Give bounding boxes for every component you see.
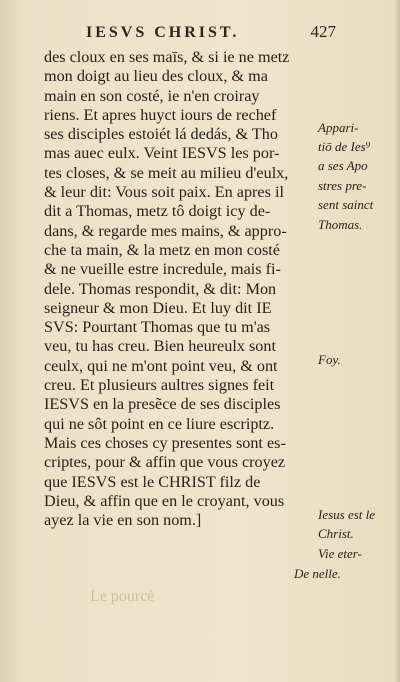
text-line: creu. Et plusieurs aultres signes feit (44, 376, 275, 395)
text-line: ayez la vie en son nom.] (44, 511, 202, 530)
text-line: ceulx, qui ne m'ont point veu, & ont (44, 356, 278, 375)
margin-note: Christ. (318, 526, 354, 541)
margin-note: Iesus est le (318, 507, 376, 522)
text-line: veu, tu has creu. Bien heureulx sont (44, 337, 276, 356)
text-line: che ta main, & la metz en mon costé (44, 240, 280, 259)
bleed-through-text: Le pourcè (90, 588, 155, 605)
text-line: dit a Thomas, metz tô doigt icy de- (44, 202, 271, 221)
running-head: IESVS CHRIST. (86, 24, 240, 41)
text-line: SVS: Pourtant Thomas que tu m'as (44, 318, 271, 337)
text-line: que IESVS est le CHRIST filz de (44, 472, 261, 491)
margin-note: sent sainct (318, 197, 374, 212)
margin-note: Thomas. (318, 217, 363, 232)
page-number: 427 (310, 22, 336, 41)
text-line: riens. Et apres huyct iours de rechef (44, 105, 277, 124)
text-line: Mais ces choses cy presentes sont es- (44, 433, 286, 452)
page-edge-shadow (394, 0, 400, 682)
text-line: ses disciples estoiét lá dedás, & Tho (44, 125, 278, 144)
text-line: seigneur & mon Dieu. Et luy dit IE (44, 298, 272, 317)
margin-note: Foy. (318, 352, 341, 367)
text-line: IESVS en la presẽce de ses disciples (44, 395, 281, 414)
margin-note: Appari- (318, 120, 359, 135)
main-text-block (44, 48, 329, 530)
text-line: & ne vueille estre incredule, mais fi- (44, 260, 281, 279)
margin-note: Vie eter- (318, 546, 362, 561)
text-line: mas auec eulx. Veint IESVS les por- (44, 144, 280, 163)
text-line: tes closes, & se meit au milieu d'eulx, (44, 163, 289, 182)
text-line: dele. Thomas respondit, & dit: Mon (44, 279, 277, 298)
text-line: des cloux en ses maīs, & si ie ne metz (44, 48, 290, 66)
text-line: qui ne sôt point en ce liure escriptz. (44, 414, 275, 433)
margin-note: tiō de Ies⁹ (318, 139, 371, 154)
margin-note: a ses Apo (318, 158, 368, 173)
text-line: dans, & regarde mes mains, & appro- (44, 221, 287, 240)
margin-note: stres pre- (318, 178, 367, 193)
text-line: criptes, pour & affin que vous croyez (44, 453, 286, 472)
margin-note: De nelle. (294, 566, 341, 581)
text-line: Dieu, & affin que en le croyant, vous (44, 491, 285, 510)
text-line: main en son costé, ie n'en croiray (44, 86, 260, 105)
page-header (86, 22, 336, 44)
text-line: mon doigt au lieu des cloux, & ma (44, 67, 268, 86)
text-line: & leur dit: Vous soit paix. En apres il (44, 183, 284, 202)
